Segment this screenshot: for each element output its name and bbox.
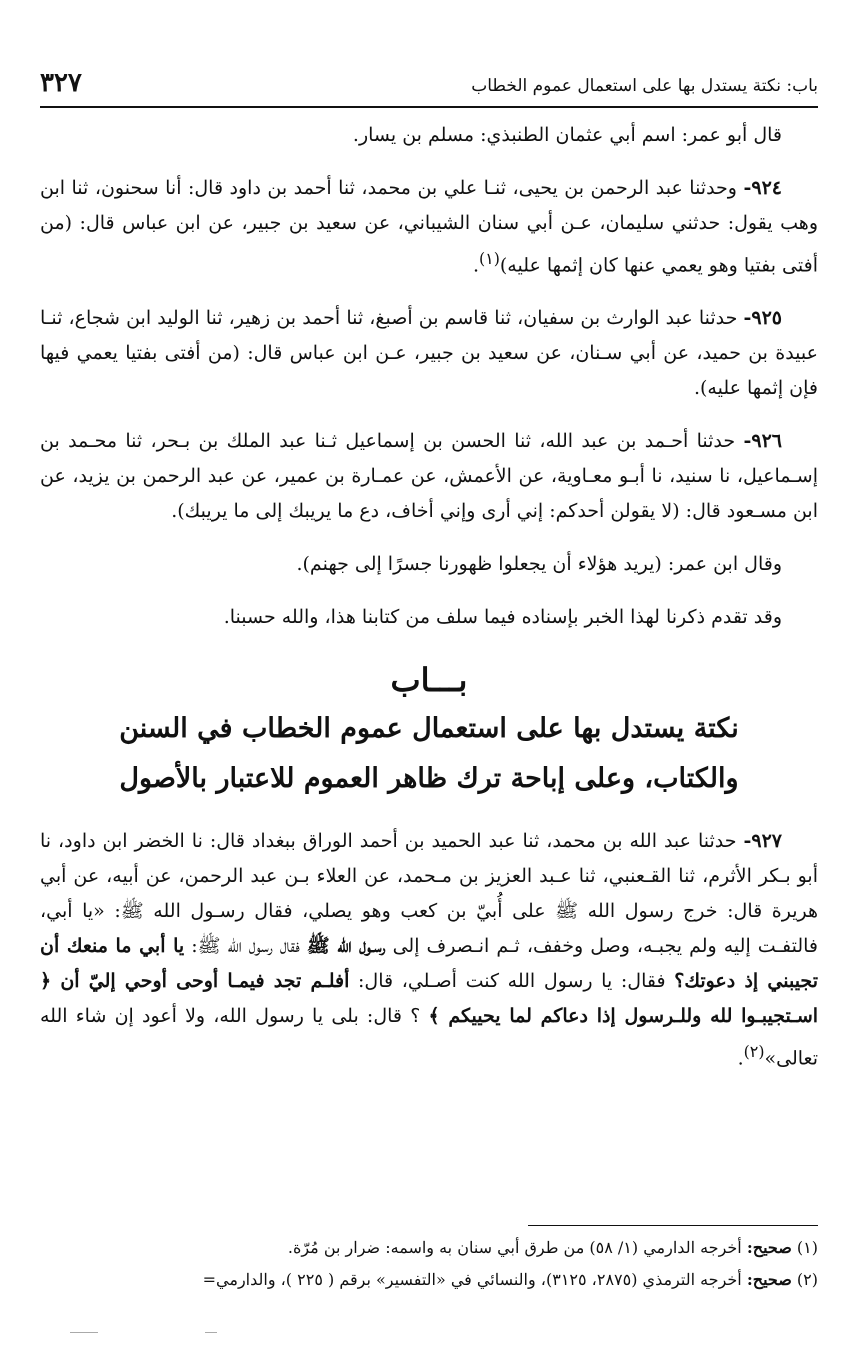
chapter-title-line: نكتة يستدل بها على استعمال عموم الخطاب في السنن <box>119 713 739 745</box>
scan-artifact <box>205 1332 217 1333</box>
page-number: ٣٢٧ <box>40 68 82 98</box>
hadith-924: ٩٢٤- وحدثنا عبد الرحمن بن يحيى، ثنـا علي بن محمد، ثنا أحمد بن داود قال: أنا سحنون، ثنا ابن وهب يقول: حدثني سليمان، عـن أبي سنان الشيباني، عن سعيد بن جبير، عن ابن عباس قال: (من أفتى بفتيا وهو يعمي عنها كان إثمها عليه)$^{(١)}$. <box>40 177 818 277</box>
hadith-text: وحدثنا عبد الرحمن بن يحيى، ثنـا علي بن محمد، ثنا أحمد بن داود قال: أنا سحنون، ثنا ابن وهب يقول: حدثني سليمان، عـن أبي سنان الشيباني، عن سعيد بن جبير، عن ابن عباس قال: (من أفتى بفتيا وهو يعمي عنها كان إثمها عليه) <box>40 177 818 277</box>
chapter-label: بـــاب <box>390 661 468 700</box>
footnotes <box>40 1225 818 1296</box>
hadith-number: ٩٢٥- <box>743 307 783 330</box>
footnote-2: (٢) صحيح: أخرجه الترمذي (٢٨٧٥، ٣١٢٥)، والنسائي في «التفسير» برقم ( ٢٢٥ )، والدارمي= <box>202 1270 818 1289</box>
footnote-ref: (٢) <box>743 1042 765 1062</box>
footnote-ref: (١) <box>478 249 500 268</box>
footnote-divider <box>528 1225 818 1226</box>
paragraph-ibn-umar: وقال ابن عمر: (يريد هؤلاء أن يجعلوا ظهورنا جسرًا إلى جهنم). <box>296 553 782 576</box>
hadith-number: ٩٢٤- <box>743 177 782 199</box>
hadith-926 <box>40 424 818 529</box>
hadith-text: حدثنا أحـمد بن عبد الله، ثنا الحسن بن إسماعيل ثـنا عبد الملك بن بـحر، ثنا محـمد بن إسـماعيل، نا سنيد، نا أبـو معـاوية، عن الأعمش، عن عمـارة بن عمير، عن عبد الرحمن بن يزيد، عن ابن مسـعود قال: (لا يقولن أحدكم: إني أرى وإني أخاف، دع ما يريبك إلى ما يريبك). <box>40 430 818 523</box>
paragraph-taqaddam: وقد تقدم ذكرنا لهذا الخبر بإسناده فيما سلف من كتابنا هذا، والله حسبنا. <box>223 606 782 629</box>
hadith-text: حدثنا عبد الوارث بن سفيان، ثنا قاسم بن أصبغ، ثنا أحمد بن زهير، ثنا الوليد ابن شجاع، ثنـا عبيدة بن حميد، عن أبي سـنان، عن سعيد بن جبير، عـن ابن عباس قال: (من أفتى بفتيا يعمي فيها فإن إثمها عليه). <box>40 307 818 400</box>
scan-artifact <box>70 1332 98 1333</box>
running-title: باب: نكتة يستدل بها على استعمال عموم الخطاب <box>471 76 818 96</box>
footnote-1: (١) صحيح: أخرجه الدارمي (١/ ٥٨) من طرق أبي سنان به واسمه: ضرار بن مُرّة. <box>287 1238 818 1257</box>
paragraph-abu-umar: قال أبو عمر: اسم أبي عثمان الطنبذي: مسلم بن يسار. <box>352 124 782 146</box>
hadith-number: ٩٢٧- <box>743 830 782 853</box>
page-header <box>40 66 818 108</box>
hadith-925 <box>40 301 818 406</box>
chapter-title-line: والكتاب، وعلى إباحة ترك ظاهر العموم للاعتبار بالأصول <box>119 763 739 795</box>
hadith-number: ٩٢٦- <box>743 430 782 453</box>
main-text <box>40 118 818 1095</box>
hadith-927: ٩٢٧- حدثنا عبد الله بن محمد، ثنا عبد الحميد بن أحمد الوراق ببغداد قال: نا الخضر ابن داود، نا أبو بـكر الأثرم، ثنا القـعنبي، ثنا عـبد العزيز بن مـحمد، عن العلاء بـن عبد الرحمن، عن أبيه، عن أبي هريرة قال: خرج رسول الله ﷺ على أُبيّ بن كعب وهو يصلي، فقال رسـول الله ﷺ: «يا أبي، فالتفـت إليه ولم يجبـه، وصل وخفف، ثـم انـصرف إلى رسـول الله ﷺ فقال رسول الله ﷺ: يا أبي ما منعك أن تجيبني إذ دعوتك؟ فقال: يا رسول الله كنت أصـلي، قال: أفلـم تجد فيمـا أوحى أوحي إليّ أن ﴿ اسـتجيبـوا لله وللـرسول إذا دعاكم لما يحييكم ﴾ ؟ قال: بلى يا رسول الله، ولا أعود إن شاء الله تعالى»$^{(٢)}$. <box>40 830 819 1070</box>
chapter-title <box>40 704 818 804</box>
